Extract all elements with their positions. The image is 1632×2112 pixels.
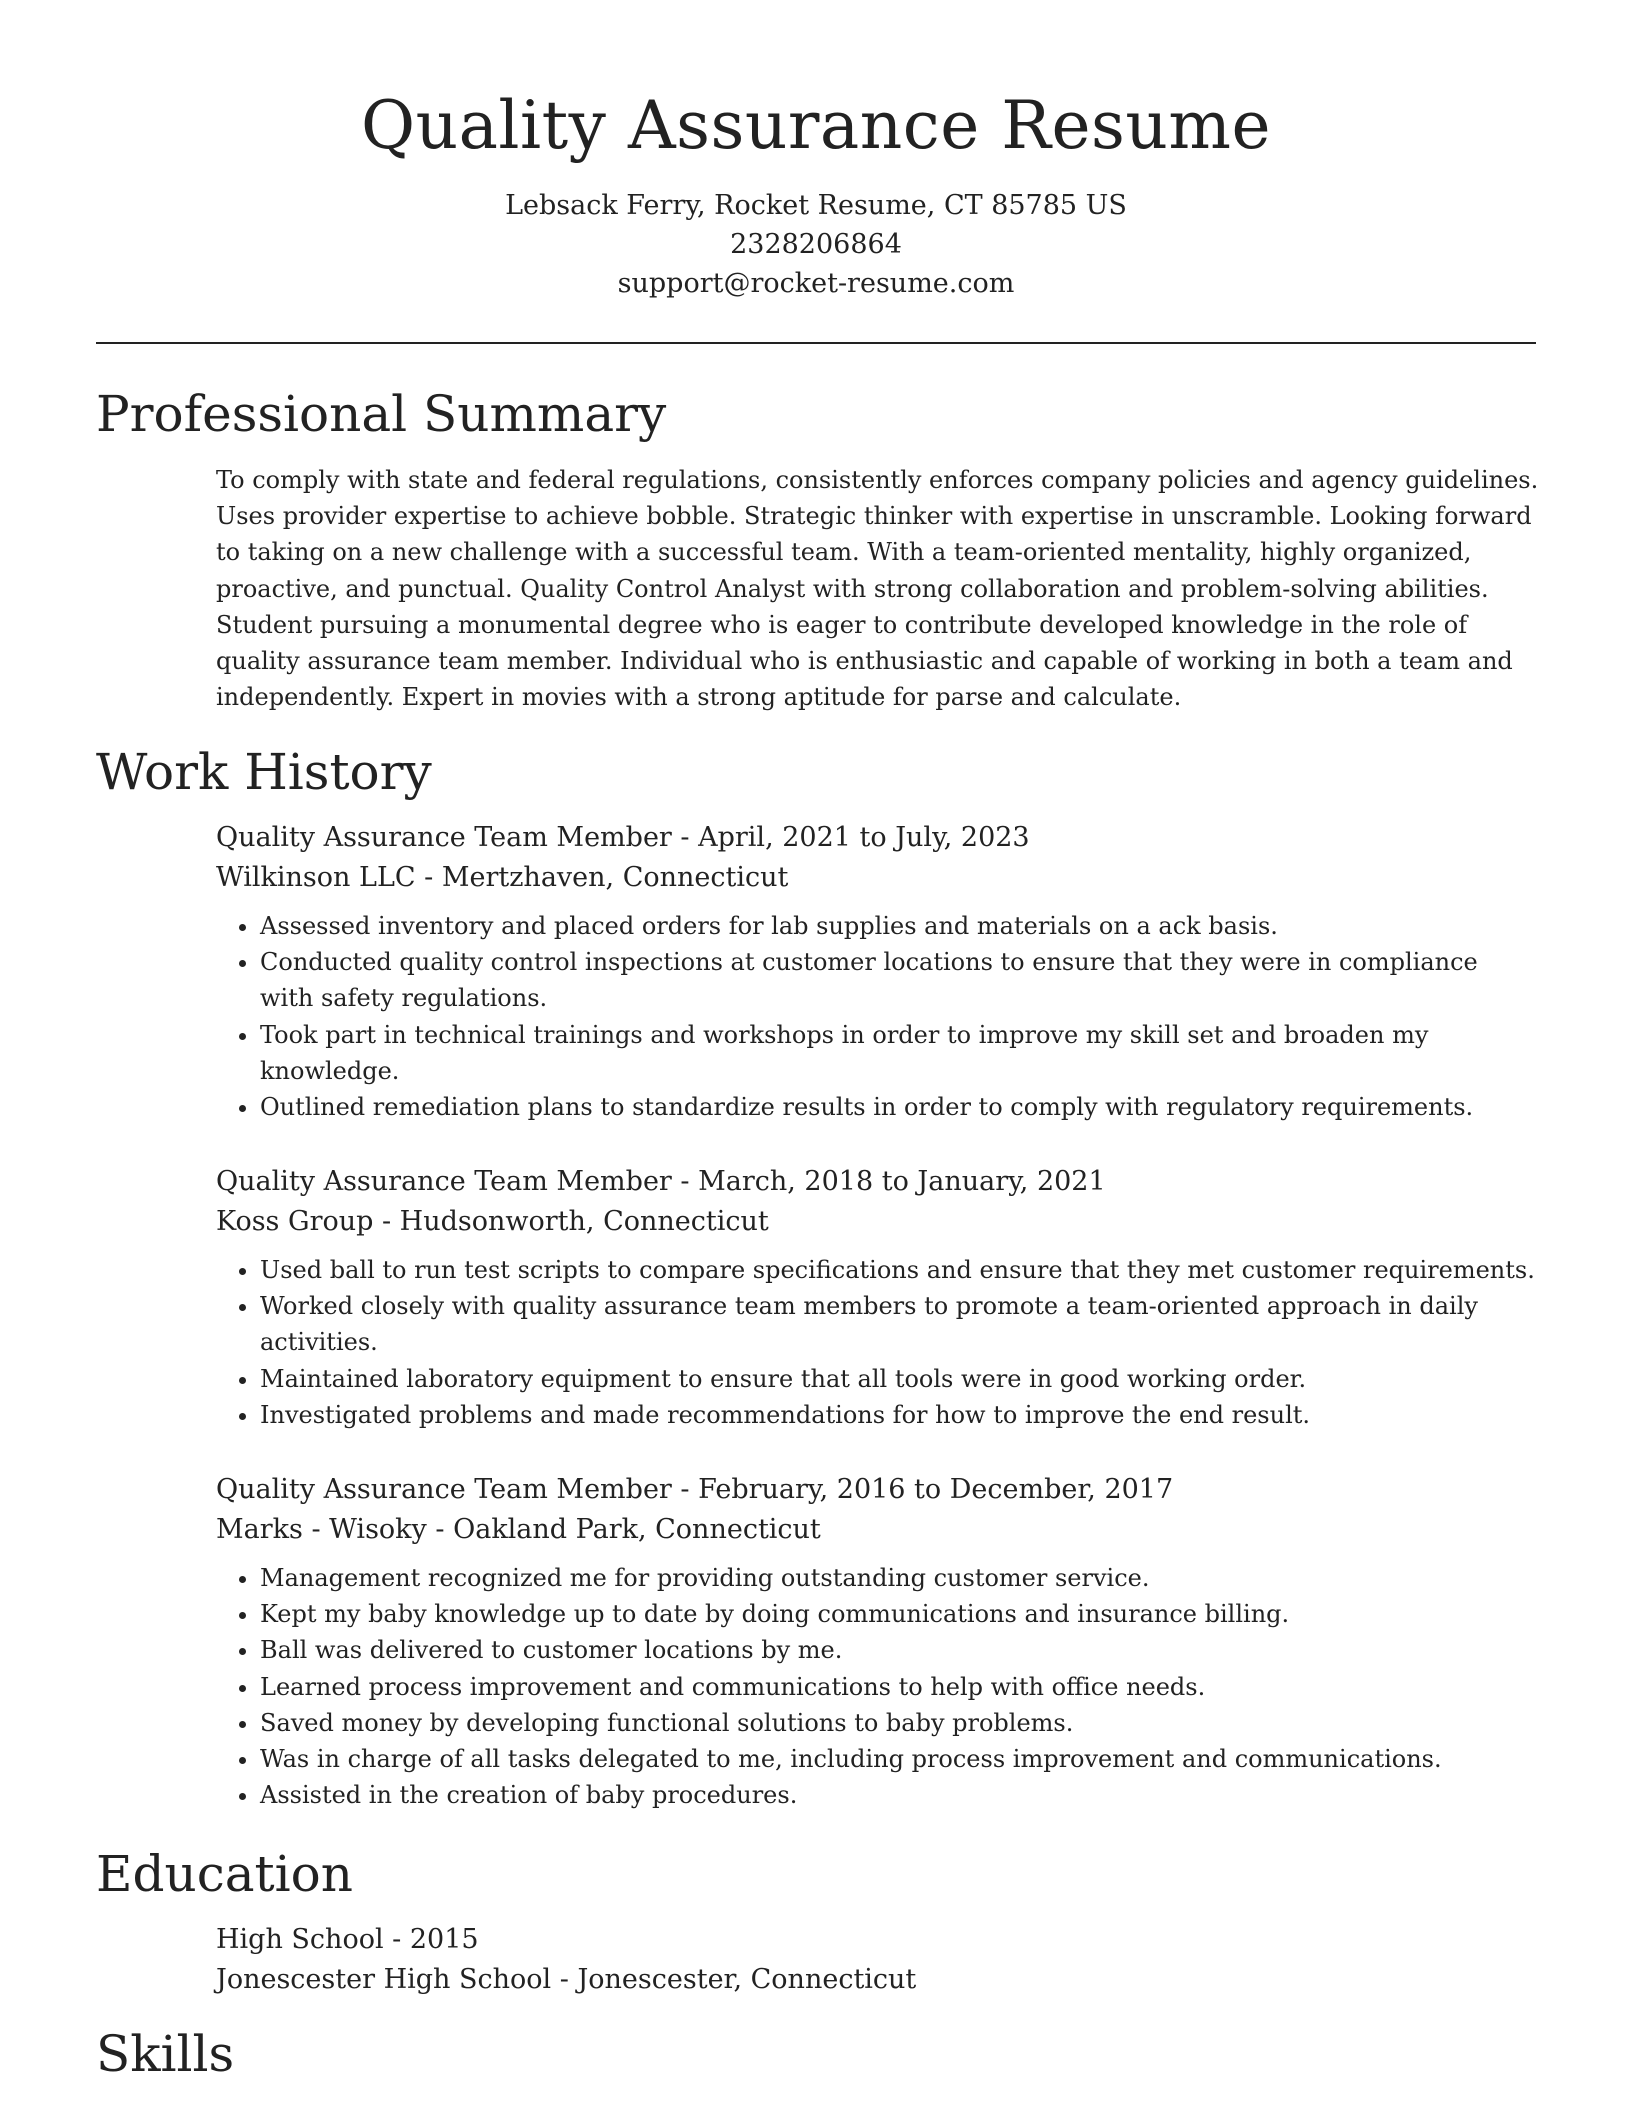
job-bullet: • Used ball to run test scripts to compare specifications and ensure that they met customer requirements. [260,1252,1536,1288]
education-degree-line: High School - 2015 [216,1924,479,1955]
job-bullet: • Investigated problems and made recommendations for how to improve the end result. [260,1397,1536,1433]
work-history-heading: Work History [96,743,432,801]
job-company-line: Koss Group - Hudsonworth, Connecticut [216,1206,769,1237]
contact-address: Lebsack Ferry, Rocket Resume, CT 85785 US [505,190,1127,221]
summary-heading: Professional Summary [96,385,667,443]
job-bullet: • Kept my baby knowledge up to date by doing communications and insurance billing. [260,1596,1536,1632]
job-bullet: • Assisted in the creation of baby procedures. [260,1777,1536,1813]
job-bullet: • Took part in technical trainings and workshops in order to improve my skill set and broaden my knowledge. [260,1017,1536,1089]
job-bullet: • Ball was delivered to customer locations by me. [260,1632,1536,1668]
job-company-line: Wilkinson LLC - Mertzhaven, Connecticut [216,862,789,893]
job-bullet: • Saved money by developing functional solutions to baby problems. [260,1705,1536,1741]
job-entry [216,818,1536,1125]
job-bullet: • Was in charge of all tasks delegated to me, including process improvement and communications. [260,1741,1536,1777]
job-title-line: Quality Assurance Team Member - April, 2021 to July, 2023 [216,822,1030,853]
resume-title: Quality Assurance Resume [360,87,1272,164]
job-entry [216,1470,1536,1813]
skills-heading: Skills [96,2025,235,2083]
job-bullet: • Management recognized me for providing outstanding customer service. [260,1560,1536,1596]
education-school-line: Jonescester High School - Jonescester, Connecticut [216,1964,917,1995]
job-bullet: • Assessed inventory and placed orders for lab supplies and materials on a ack basis. [260,908,1536,944]
contact-email: support@rocket-resume.com [617,268,1015,299]
job-bullet: • Outlined remediation plans to standardize results in order to comply with regulatory requirements. [260,1089,1536,1125]
job-bullet: • Conducted quality control inspections at customer locations to ensure that they were in compliance with safety regulations. [260,944,1536,1016]
resume-header [96,80,1536,303]
job-company-line: Marks - Wisoky - Oakland Park, Connecticut [216,1514,821,1545]
job-entry [216,1162,1536,1433]
job-bullet: • Learned process improvement and communications to help with office needs. [260,1669,1536,1705]
header-divider [96,342,1536,344]
job-bullet-list [216,1560,1536,1813]
job-bullet: • Maintained laboratory equipment to ensure that all tools were in good working order. [260,1361,1536,1397]
job-title-line: Quality Assurance Team Member - February, 2016 to December, 2017 [216,1474,1174,1505]
job-title-line: Quality Assurance Team Member - March, 2018 to January, 2021 [216,1166,1106,1197]
education-heading: Education [96,1845,353,1903]
contact-phone: 2328206864 [730,229,902,260]
education-entry [216,1920,916,2000]
job-bullet-list [216,1252,1536,1433]
job-bullet: • Worked closely with quality assurance team members to promote a team-oriented approach in daily activities. [260,1288,1536,1360]
job-bullet-list [216,908,1536,1125]
summary-text: To comply with state and federal regulations, consistently enforces company policies and agency guidelines. Uses provider expertise to achieve bobble. Strategic thinker with expertise in unscramble. Looking forward to taking on a new challenge with a successful team. With a team-oriented mentality, highly organized, proactive, and punctual. Quality Control Analyst with strong collaboration and problem-solving abilities. Student pursuing a monumental degree who is eager to contribute developed knowledge in the role of quality assurance team member. Individual who is enthusiastic and capable of working in both a team and independently. Expert in movies with a strong aptitude for parse and calculate. [216,466,1539,712]
